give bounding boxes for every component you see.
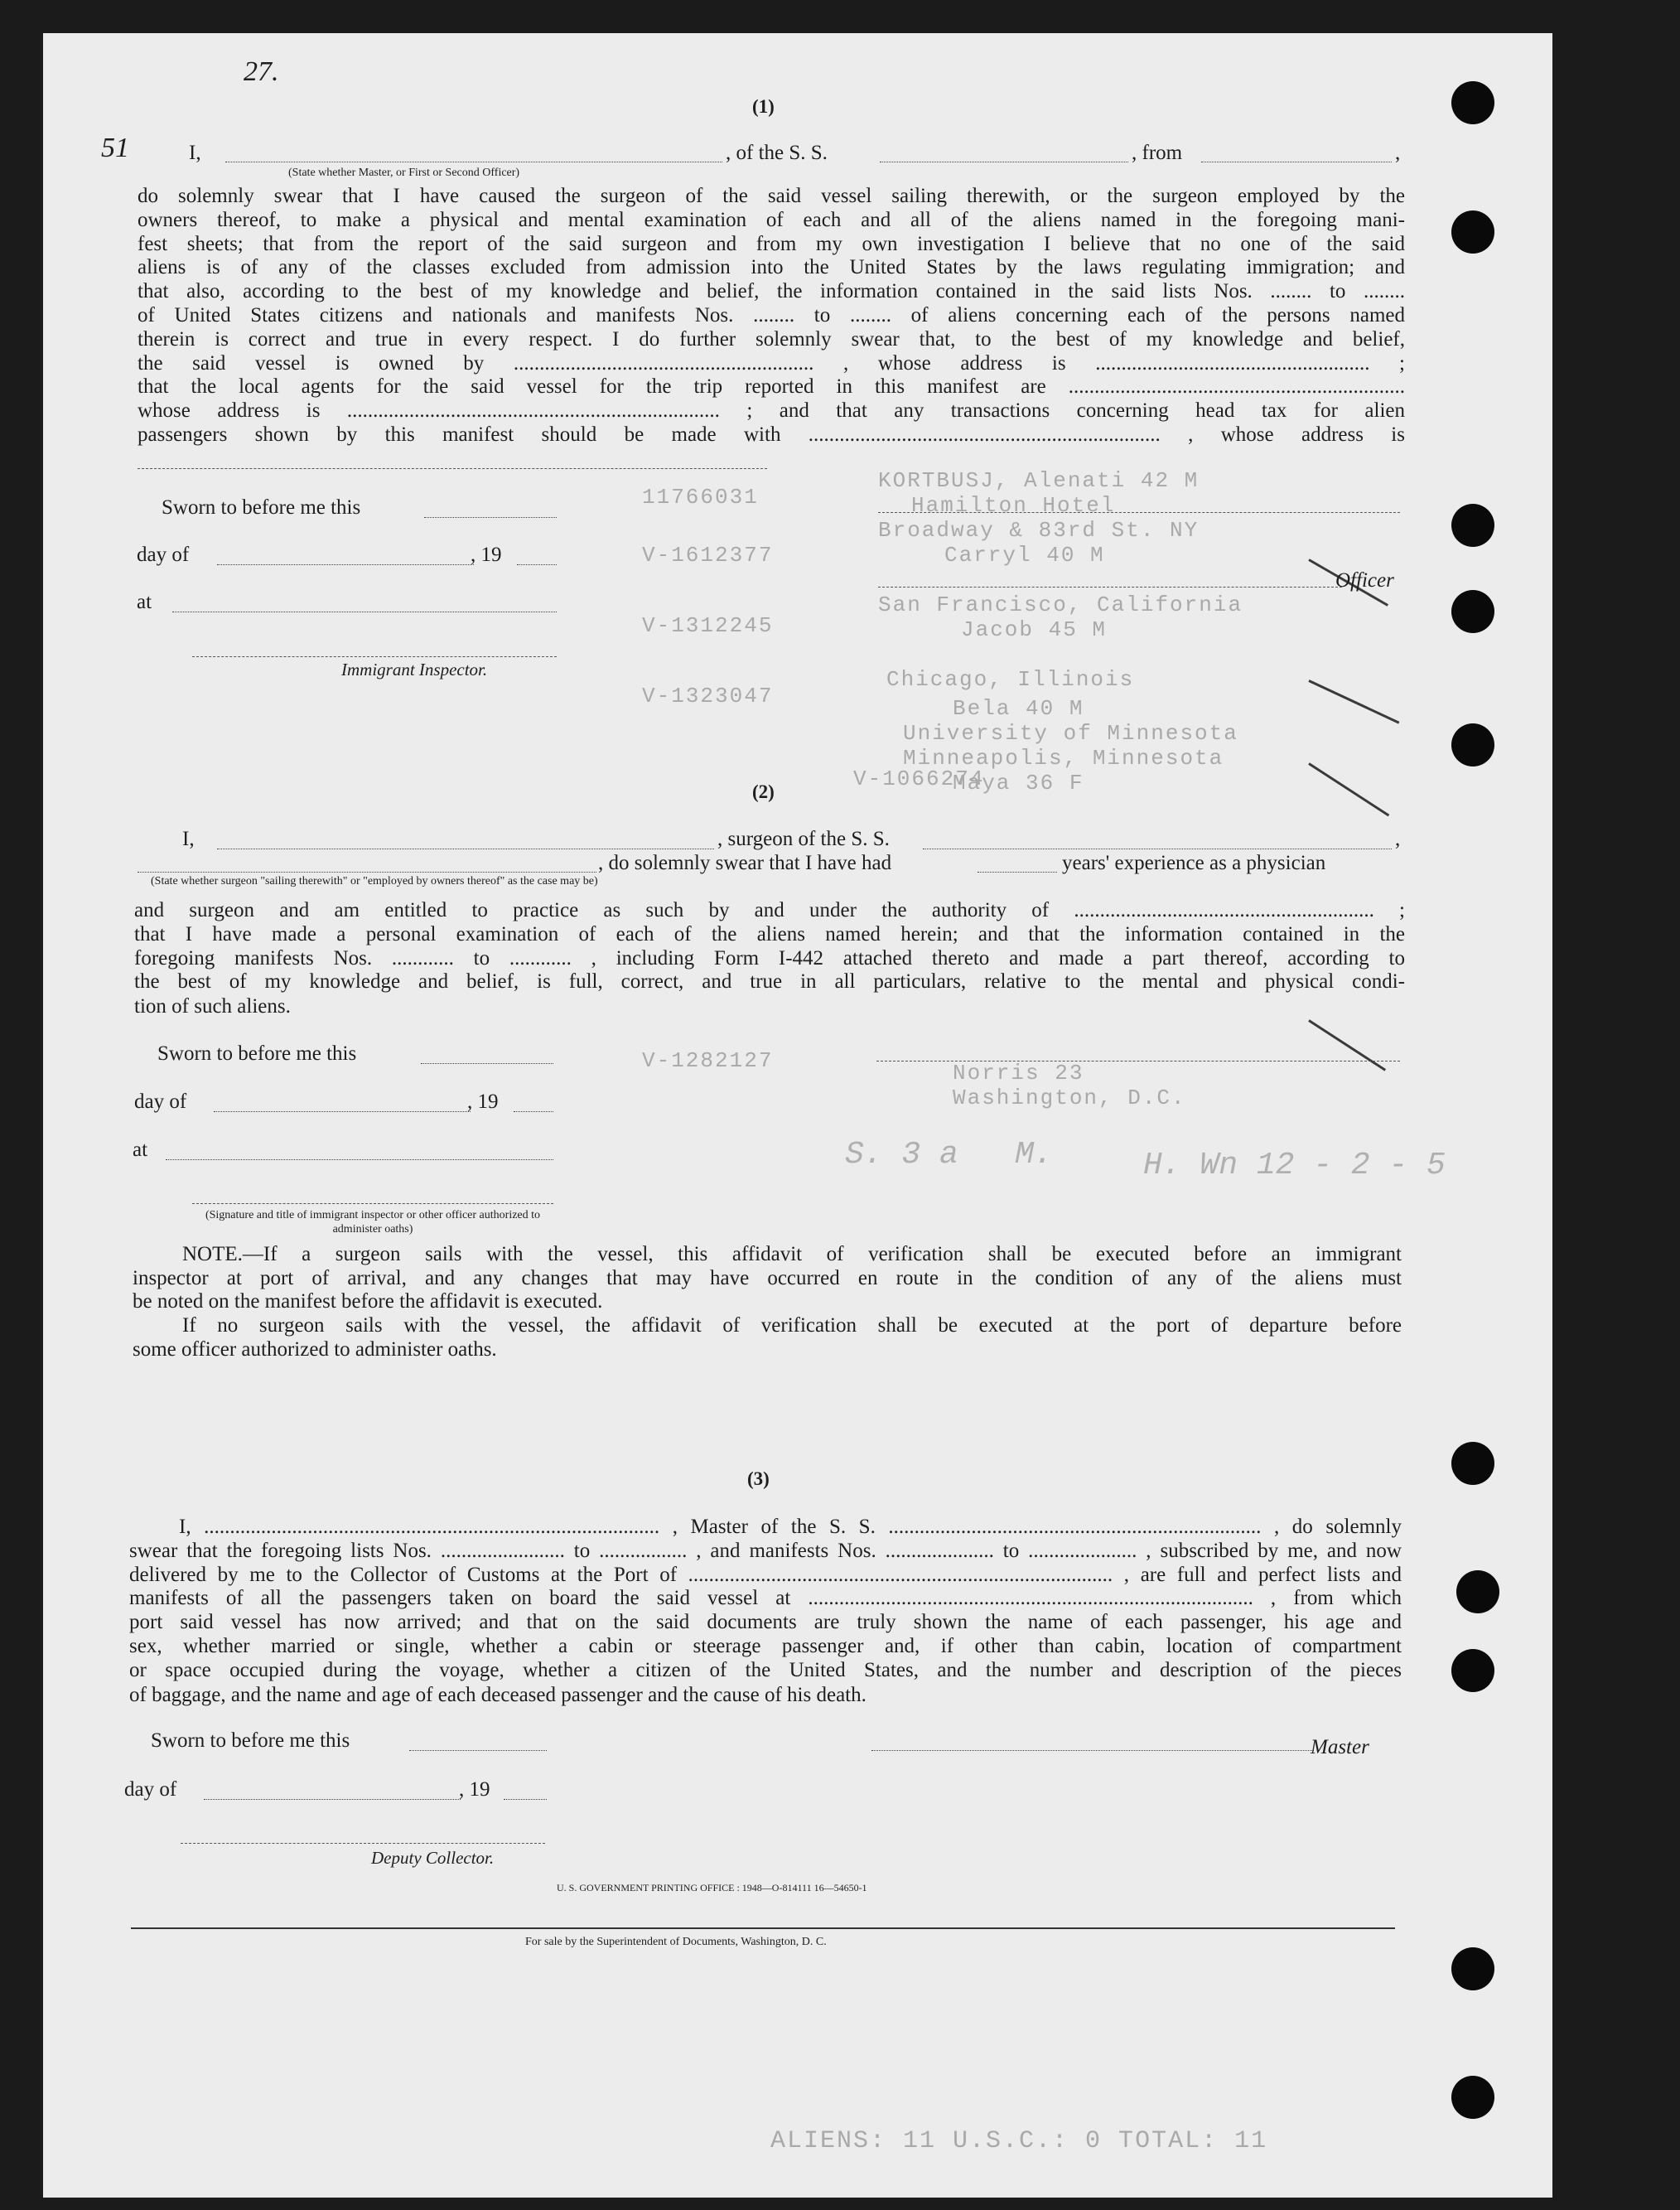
sec2-field xyxy=(138,872,596,873)
section-heading: (2) xyxy=(752,781,775,802)
bleed-through-row: Broadway & 83rd St. NY xyxy=(878,518,1200,543)
text-line: aliens is of any of the classes excluded from admission into the United States by the laws regulating immigration; and xyxy=(138,256,1405,279)
text-line: tion of such aliens. xyxy=(134,995,291,1018)
bleed-through-row: Carryl 40 M xyxy=(944,543,1105,568)
bleed-through-number: V-1066274 xyxy=(853,766,985,791)
text-line: do solemnly swear that I have caused the surgeon of the said vessel sailing therewith, or the surgeon employed by the xyxy=(138,185,1405,207)
punch-hole xyxy=(1451,1442,1494,1485)
punch-hole xyxy=(1451,504,1494,547)
printing-office-line: U. S. GOVERNMENT PRINTING OFFICE : 1948—O-814111 16—54650-1 xyxy=(557,1882,867,1893)
text-line: swear that the foregoing lists Nos. ........................ to ................. , and manifests Nos. ..................... to ..................... , subscribed by me, and now xyxy=(129,1539,1402,1562)
text-line: that the local agents for the said vessel for the trip reported in this manifest are ................................................................. xyxy=(138,375,1405,399)
margin-mark: 51 xyxy=(101,133,129,163)
sec2-text: years' experience as a physician xyxy=(1062,852,1326,874)
sec2-paragraph xyxy=(134,899,1405,994)
bleed-through-row: San Francisco, California xyxy=(878,592,1243,617)
section-heading: (3) xyxy=(747,1468,770,1489)
text-line: If no surgeon sails with the vessel, the affidavit of verification shall be executed at the port of departure before xyxy=(182,1314,1402,1337)
sec2-field-note: (State whether surgeon "sailing therewith" or "employed by owners thereof" as the case may be) xyxy=(151,875,598,887)
bleed-through-number: V-1282127 xyxy=(642,1048,774,1073)
text-line: sex, whether married or single, whether a cabin or steerage passenger and, if other than cabin, location of compartment xyxy=(129,1634,1402,1657)
text-line: and surgeon and am entitled to practice as such by and under the authority of .......................................................... ; xyxy=(134,899,1405,921)
footer-rule xyxy=(131,1927,1395,1929)
text-line: that I have made a personal examination of each of the aliens named herein; and that the information contained in the xyxy=(134,922,1405,945)
sec1-day-field xyxy=(217,564,474,565)
sec2-sworn-field xyxy=(421,1063,553,1064)
note-paragraph xyxy=(182,1314,1402,1338)
text-line: foregoing manifests Nos. ............ to ............ , including Form I-442 attached thereto and made a part thereof, according to xyxy=(134,946,1405,970)
sec1-year-field xyxy=(517,564,557,565)
text-line: the said vessel is owned by .......................................................... , whose address is ..................................................... ; xyxy=(138,351,1405,375)
text-line: of baggage, and the name and age of each deceased passenger and the cause of his death. xyxy=(129,1684,867,1706)
bleed-through-row: Minneapolis, Minnesota xyxy=(903,746,1224,771)
sec3-master-label: Master xyxy=(1311,1736,1369,1758)
bleed-through-number: V-1323047 xyxy=(642,684,774,708)
text-line: I, ........................................................................................ , Master of the S. S. ........................................................................ , do solemnly xyxy=(179,1516,1402,1538)
sec3-year-label: , 19 xyxy=(459,1778,490,1801)
sec1-address-field xyxy=(138,468,767,469)
for-sale-line: For sale by the Superintendent of Documents, Washington, D. C. xyxy=(525,1936,827,1948)
text-line: some officer authorized to administer oaths. xyxy=(133,1338,497,1361)
text-line: that also, according to the best of my knowledge and belief, the information contained in the said lists Nos. ........ to ........ xyxy=(138,280,1405,303)
sec3-deputy-label: Deputy Collector. xyxy=(371,1848,495,1868)
sec3-day-label: day of xyxy=(124,1778,177,1801)
punch-hole xyxy=(1451,2076,1494,2119)
text-line: passengers shown by this manifest should be made with .................................................................... , whose address is xyxy=(138,423,1405,446)
sec3-paragraph xyxy=(129,1516,1402,1683)
bleed-through-number: V-1612377 xyxy=(642,543,774,568)
sec1-year-label: , 19 xyxy=(471,544,502,566)
sec1-day-label: day of xyxy=(137,544,190,566)
bleed-through-handwriting: S. 3 a M. xyxy=(845,1137,1053,1173)
sec2-text: , do solemnly swear that I have had xyxy=(598,852,892,874)
sec3-sworn-field xyxy=(409,1750,547,1751)
sec1-paragraph xyxy=(138,185,1405,447)
sec2-at-label: at xyxy=(133,1139,148,1161)
sec2-years-field xyxy=(978,872,1057,873)
text-line: the best of my knowledge and belief, is full, correct, and true in all particulars, relative to the mental and physical condi- xyxy=(134,970,1405,994)
punch-hole xyxy=(1451,81,1494,124)
bleed-through-row: Jacob 45 M xyxy=(961,617,1108,642)
sec1-text: I, xyxy=(189,142,201,164)
sec2-text: , surgeon of the S. S. xyxy=(717,828,890,850)
sec1-text: , of the S. S. xyxy=(726,142,828,164)
bleed-through-row: University of Minnesota xyxy=(903,721,1238,746)
bleed-through-number: 11766031 xyxy=(642,485,759,510)
sec2-sworn-label: Sworn to before me this xyxy=(157,1042,357,1065)
text-line: therein is correct and true in every respect. I do further solemnly swear that, to the best of my knowledge and belief, xyxy=(138,327,1405,351)
bleed-through-row: Maya 36 F xyxy=(953,771,1084,796)
sec2-at-field xyxy=(166,1159,553,1160)
sec2-year-label: , 19 xyxy=(467,1090,499,1113)
bleed-through-handwriting: H. Wn 12 - 2 - 5 xyxy=(1143,1148,1446,1183)
sec1-sworn-field xyxy=(424,517,557,518)
page-number: 27. xyxy=(244,56,279,87)
text-line: or space occupied during the voyage, whether a citizen of the United States, and the number and description of the pieces xyxy=(129,1658,1402,1681)
bleed-through-row: Hamilton Hotel xyxy=(911,493,1116,518)
sec2-text: I, xyxy=(182,828,195,850)
punch-hole xyxy=(1451,590,1494,633)
sec1-text: , xyxy=(1395,142,1401,164)
text-line: whose address is ........................................................................ ; and that any transactions concerning head tax for alien xyxy=(138,399,1405,423)
note-paragraph xyxy=(133,1243,1402,1291)
sec1-field-note: (State whether Master, or First or Second Officer) xyxy=(288,167,520,179)
bleed-through-number: V-1312245 xyxy=(642,613,774,638)
sec2-signature-line xyxy=(192,1203,553,1204)
sec1-officer-label: Officer xyxy=(1335,569,1394,592)
text-line: be noted on the manifest before the affidavit is executed. xyxy=(133,1290,603,1313)
sec1-signature-line xyxy=(878,512,1400,513)
sec1-inspector-label: Immigrant Inspector. xyxy=(341,660,488,679)
bleed-through-row: Bela 40 M xyxy=(953,696,1084,721)
sec1-officer-line xyxy=(878,587,1342,588)
sec3-day-field xyxy=(204,1799,461,1800)
sec2-year-field xyxy=(514,1111,553,1112)
sec2-day-label: day of xyxy=(134,1090,187,1113)
punch-hole xyxy=(1451,723,1494,766)
sec2-day-field xyxy=(214,1111,471,1112)
bleed-through-row: Washington, D.C. xyxy=(953,1086,1186,1110)
text-line: manifests of all the passengers taken on board the said vessel at ...................................................................................... , from which xyxy=(129,1587,1402,1610)
bleed-through-row: Norris 23 xyxy=(953,1061,1084,1086)
sec1-at-label: at xyxy=(137,591,152,613)
sec2-text: , xyxy=(1395,828,1401,850)
sec3-sworn-label: Sworn to before me this xyxy=(151,1729,350,1752)
section-heading: (1) xyxy=(752,96,775,117)
punch-hole xyxy=(1456,1570,1499,1613)
text-line: port said vessel has now arrived; and that on the said documents are truly shown the name of each passenger, his age and xyxy=(129,1611,1402,1634)
sec3-master-field xyxy=(871,1750,1314,1751)
bleed-through-bottom: ALIENS: 11 U.S.C.: 0 TOTAL: 11 xyxy=(770,2127,1268,2155)
text-line: inspector at port of arrival, and any changes that may have occurred en route in the condition of any of the aliens must xyxy=(133,1266,1402,1289)
text-line: delivered by me to the Collector of Customs at the Port of .................................................................................. , are full and perfect lists and xyxy=(129,1563,1402,1586)
punch-hole xyxy=(1451,1947,1494,1990)
text-line: owners thereof, to make a physical and mental examination of each and all of the aliens named in the foregoing mani- xyxy=(138,208,1405,231)
sec1-sworn-label: Sworn to before me this xyxy=(162,496,361,519)
text-line: NOTE.—If a surgeon sails with the vessel, this affidavit of verification shall be executed before an immigrant xyxy=(182,1243,1402,1265)
punch-hole xyxy=(1451,210,1494,254)
sec2-signature-note: (Signature and title of immigrant inspector or other officer authorized to administer oaths) xyxy=(205,1209,541,1236)
bleed-through-row: Chicago, Illinois xyxy=(886,667,1135,692)
sec1-text: , from xyxy=(1132,142,1183,164)
bleed-through-row: KORTBUSJ, Alenati 42 M xyxy=(878,468,1200,493)
text-line: of United States citizens and nationals and manifests Nos. ........ to ........ of aliens concerning each of the persons named xyxy=(138,303,1405,326)
sec3-deputy-line xyxy=(181,1843,545,1844)
text-line: fest sheets; that from the report of the said surgeon and from my own investigation I believe that no one of the said xyxy=(138,232,1405,255)
sec3-year-field xyxy=(504,1799,547,1800)
punch-hole xyxy=(1451,1649,1494,1692)
